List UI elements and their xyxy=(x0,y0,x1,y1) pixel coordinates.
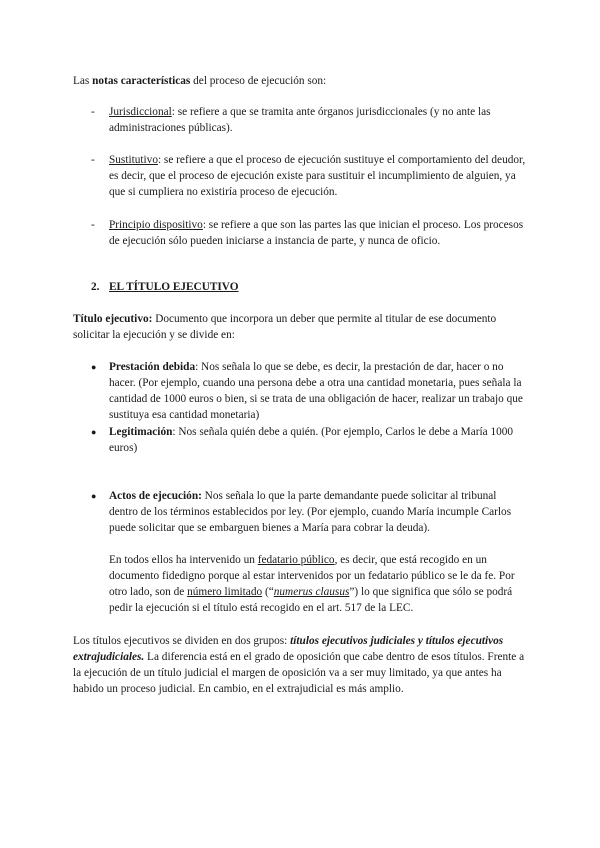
fedatario-text: En todos ellos ha intervenido un xyxy=(109,554,258,566)
note-text: : se refiere a que se tramita ante órganos jurisdiccionales (y no ante las administraciones públicas). xyxy=(109,106,491,134)
item-text: Nos señala lo que la parte demandante puede solicitar al tribunal dentro de los términos establecidos por ley. (Por ejemplo, cuando María incumple Carlos puede solicitar que se embarguen bienes a María para cobrar la deuda). xyxy=(109,490,512,534)
closing-text: Los títulos ejecutivos se dividen en dos grupos: xyxy=(73,635,291,647)
note-term: Principio dispositivo xyxy=(109,219,203,231)
dash-marker: - xyxy=(91,106,95,118)
fedatario-paragraph xyxy=(109,552,528,616)
bullet-marker: ● xyxy=(91,491,97,501)
section-number: 2. xyxy=(91,281,100,293)
item-term: Actos de ejecución: xyxy=(109,490,202,502)
note-term: Sustitutivo xyxy=(109,154,158,166)
item-actos-de-ejecucion xyxy=(91,488,528,536)
fedatario-text: (“ xyxy=(262,586,274,598)
closing-text: La diferencia está en el grado de oposición que cabe dentro de esos títulos. Frente a la ejecución de un título judicial el margen de oposición va a ser muy limitado, ya que antes ha habido un proceso judicial. En cambio, en el extrajudicial es más amplio. xyxy=(73,651,525,695)
note-item-principio-dispositivo xyxy=(91,217,528,249)
item-term: Prestación debida xyxy=(109,361,196,373)
note-text: : se refiere a que son las partes las que inician el proceso. Los procesos de ejecución sólo pueden iniciarse a instancia de parte, y nunca de oficio. xyxy=(109,219,524,247)
numerus-clausus-term: numerus clausus xyxy=(273,586,350,598)
section-heading xyxy=(91,279,239,295)
numero-limitado-term: número limitado xyxy=(187,586,263,598)
note-item-jurisdiccional xyxy=(91,104,528,136)
dash-marker: - xyxy=(91,219,95,231)
note-term: Jurisdiccional xyxy=(109,106,172,118)
closing-bold: títulos ejecutivos judiciales y títulos ejecutivos extrajudiciales. xyxy=(73,635,504,663)
fedatario-publico-term: fedatario público xyxy=(257,554,335,566)
bullet-marker: ● xyxy=(91,427,97,437)
dash-marker: - xyxy=(91,154,95,166)
fedatario-text: ”) lo que significa que sólo se podrá pedir la ejecución si el título está recogido en el art. 517 de la LEC. xyxy=(109,586,513,614)
item-text: : Nos señala quién debe a quién. (Por ejemplo, Carlos le debe a María 1000 euros) xyxy=(109,426,514,454)
item-text: : Nos señala lo que se debe, es decir, la prestación de dar, hacer o no hacer. (Por ejemplo, cuando una persona debe a otra una cantidad monetaria, pues señala la cantidad de 1000 euros o bien, si se trata de una obligación de hacer, realizar un trabajo que sustituya esa cantidad monetaria) xyxy=(109,361,523,421)
intro-bold: notas características xyxy=(92,75,191,87)
definition-term: Título ejecutivo: xyxy=(73,313,153,325)
item-prestacion-debida xyxy=(91,359,528,423)
note-text: : se refiere a que el proceso de ejecución sustituye el comportamiento del deudor, es decir, que el proceso de ejecución existe para sustituir el incumplimiento de alguien, ya que si cumpliera no existiría proceso de ejecución. xyxy=(109,154,526,198)
intro-text: Las xyxy=(73,75,93,87)
section-title: EL TÍTULO EJECUTIVO xyxy=(109,281,239,293)
item-term: Legitimación xyxy=(109,426,173,438)
note-item-sustitutivo xyxy=(91,152,528,200)
intro-paragraph xyxy=(73,73,528,89)
bullet-marker: ● xyxy=(91,362,97,372)
definition-text: Documento que incorpora un deber que permite al titular de ese documento solicitar la ejecución y se divide en: xyxy=(73,313,497,341)
intro-text-end: del proceso de ejecución son: xyxy=(190,75,327,87)
closing-paragraph xyxy=(73,633,528,697)
fedatario-text: , es decir, que está recogido en un documento fidedigno porque al estar intervenidos por un fedatario público se le da fe. Por otro lado, son de xyxy=(109,554,515,598)
item-legitimacion xyxy=(91,424,528,456)
definition-paragraph xyxy=(73,311,528,343)
